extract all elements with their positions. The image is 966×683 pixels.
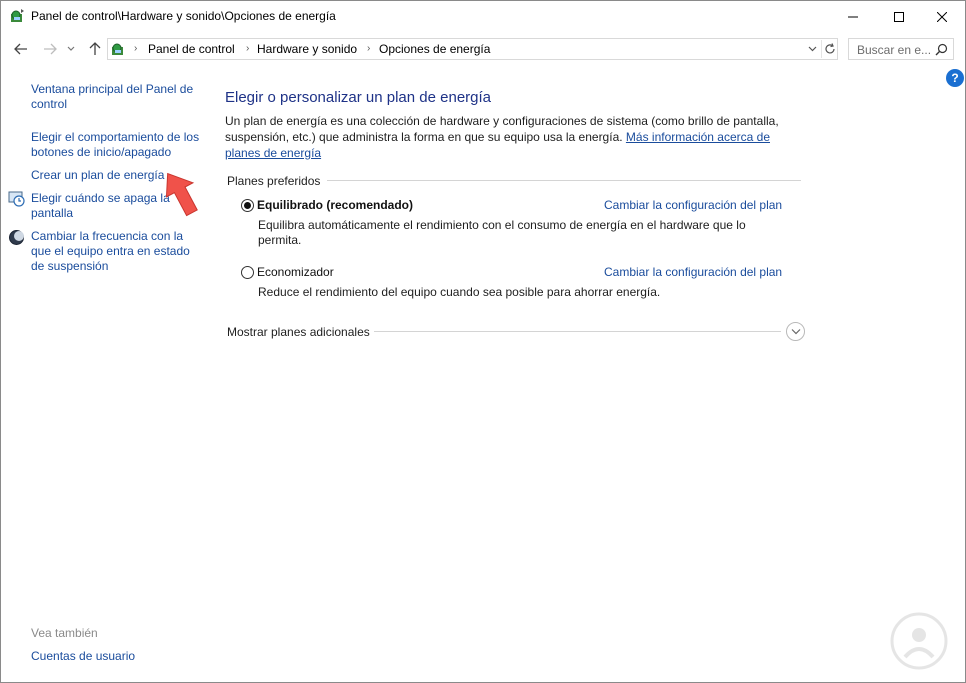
change-plan-settings-link[interactable]: Cambiar la configuración del plan [604,265,783,279]
display-off-icon [8,190,25,207]
maximize-button[interactable] [876,1,922,32]
back-button[interactable] [12,40,30,58]
breadcrumb-power-options[interactable]: Opciones de energía [379,42,491,56]
plan-radio-balanced[interactable] [241,199,254,212]
plan-radio-power-saver[interactable] [241,266,254,279]
recent-locations-button[interactable] [65,40,77,58]
see-also-label: Vea también [31,626,98,640]
chevron-down-icon [808,46,817,52]
change-plan-settings-link[interactable]: Cambiar la configuración del plan [604,198,783,212]
breadcrumb-separator: › [367,43,371,54]
window-title: Panel de control\Hardware y sonido\Opciones de energía [31,9,336,23]
breadcrumb-separator: › [246,43,250,54]
forward-arrow-icon [43,43,57,55]
description-text: Un plan de energía es una colección de hardware y configuraciones de sistema (como brillo de pantalla, suspensión, etc.) que administra la forma en que su equipo usa la energía. [225,114,779,144]
close-icon [937,12,947,22]
expand-additional-plans-button[interactable] [786,322,805,341]
refresh-button[interactable] [821,40,837,58]
sidebar-link-sleep[interactable]: Cambiar la frecuencia con la que el equipo entra en estado de suspensión [31,229,190,273]
search-icon[interactable] [935,43,948,56]
plan-description-balanced: Equilibra automáticamente el rendimiento con el consumo de energía en el hardware que lo permita. [258,218,746,247]
chevron-down-icon [791,328,801,335]
sidebar-link-power-buttons[interactable]: Elegir el comportamiento de los botones de inicio/apagado [31,130,200,159]
chevron-down-icon [67,46,75,52]
search-placeholder: Buscar en e... [857,43,932,57]
address-dropdown-button[interactable] [805,41,819,57]
plan-description-power-saver: Reduce el rendimiento del equipo cuando sea posible para ahorrar energía. [258,285,661,299]
up-button[interactable] [86,40,104,58]
additional-plans-divider [373,331,781,332]
sidebar-link-user-accounts[interactable]: Cuentas de usuario [31,649,136,663]
sidebar-link-control-panel-home[interactable]: Ventana principal del Panel de control [31,82,194,111]
control-panel-icon [111,41,127,57]
watermark-logo-icon [889,611,949,671]
up-arrow-icon [89,42,101,56]
page-title: Elegir o personalizar un plan de energía [225,89,492,106]
breadcrumb-separator: › [134,43,138,54]
preferred-plans-label: Planes preferidos [227,174,324,188]
title-bar[interactable] [1,1,965,32]
maximize-icon [894,12,904,22]
breadcrumb-control-panel[interactable]: Panel de control [148,42,235,56]
forward-button[interactable] [41,40,59,58]
back-arrow-icon [14,43,28,55]
annotation-arrow-icon [164,167,204,217]
plan-name-balanced[interactable]: Equilibrado (recomendado) [257,198,414,212]
show-additional-plans-label[interactable]: Mostrar planes adicionales [227,325,374,339]
close-button[interactable] [919,1,965,32]
sidebar-link-create-plan[interactable]: Crear un plan de energía [31,168,165,182]
breadcrumb-hardware-sound[interactable]: Hardware y sonido [257,42,358,56]
minimize-icon [848,12,858,22]
search-box[interactable] [848,38,954,60]
control-panel-icon [10,8,26,24]
sleep-moon-icon [8,229,25,246]
plan-name-power-saver[interactable]: Economizador [257,265,334,279]
page-description [225,113,805,161]
refresh-icon [824,43,836,55]
group-divider [327,180,801,181]
more-info-link[interactable]: Más información acerca de planes de energía [225,130,770,160]
sidebar-link-display-off[interactable]: Elegir cuándo se apaga la pantalla [31,191,170,220]
address-bar[interactable] [107,38,838,60]
minimize-button[interactable] [830,1,876,32]
navigation-bar [1,32,965,66]
help-button[interactable]: ? [946,69,964,87]
